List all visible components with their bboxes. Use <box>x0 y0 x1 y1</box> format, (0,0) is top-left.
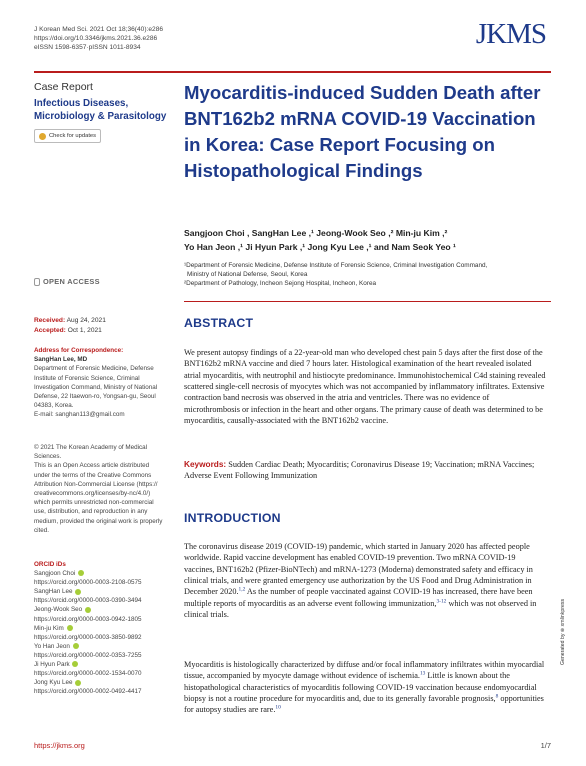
correspondence-name: SangHan Lee, MD <box>34 356 88 364</box>
correspondence-heading: Address for Correspondence: <box>34 347 124 354</box>
orcid-link[interactable]: https://orcid.org/0000-0003-2108-0575 <box>34 579 142 587</box>
keywords <box>184 459 546 482</box>
orcid-name: Sangjoon Choi <box>34 570 76 578</box>
intro-paragraph-2 <box>184 659 546 716</box>
copy-line: Sciences. <box>34 453 62 461</box>
orcid-entry <box>34 605 174 614</box>
abstract-heading: ABSTRACT <box>184 316 254 330</box>
orcid-entry <box>34 678 174 687</box>
corr-line: Investigation Command, Ministry of National <box>34 383 158 391</box>
orcid-entry <box>34 569 174 578</box>
citation-ref[interactable]: 10 <box>275 704 281 711</box>
accepted-value: Oct 1, 2021 <box>67 327 102 334</box>
journal-url-link[interactable]: https://jkms.org <box>34 741 85 750</box>
copy-line: medium, provided the original work is properly <box>34 517 163 525</box>
affiliation: Ministry of National Defense, Seoul, Korea <box>187 270 308 278</box>
authors-line: Yo Han Jeon ,¹ Ji Hyun Park ,¹ Jong Kyu Lee ,¹ and Nam Seok Yeo ¹ <box>184 242 456 252</box>
citation-ref[interactable]: 8 <box>495 693 499 700</box>
header-divider <box>34 71 551 73</box>
copy-line: cited. <box>34 526 50 534</box>
intro-text: opportunities for autopsy studies are rare. <box>184 694 544 715</box>
issn-line: eISSN 1598-6357·pISSN 1011-8934 <box>34 43 141 51</box>
check-updates-label: Check for updates <box>49 133 97 139</box>
title-divider <box>184 301 551 302</box>
open-access-label: OPEN ACCESS <box>43 277 100 286</box>
orcid-name: Min-ju Kim <box>34 624 64 632</box>
doi-link[interactable]: https://doi.org/10.3346/jkms.2021.36.e286 <box>34 34 158 42</box>
authors-line: Sangjoon Choi , SangHan Lee ,¹ Jeong-Wook Seo ,² Min-ju Kim ,² <box>184 228 448 238</box>
article-type: Case Report <box>34 81 93 93</box>
check-for-updates-button[interactable] <box>34 129 101 143</box>
corr-email[interactable]: E-mail: sanghan113@gmail.com <box>34 411 125 419</box>
orcid-icon <box>73 643 79 649</box>
orcid-name: Ji Hyun Park <box>34 661 70 669</box>
intro-paragraph-1 <box>184 541 546 620</box>
orcid-icon <box>72 661 78 667</box>
open-lock-icon <box>34 278 40 286</box>
keywords-label: Keywords: <box>184 460 227 469</box>
orcid-name: Yo Han Jeon <box>34 642 70 650</box>
correspondence-block <box>34 346 174 420</box>
generator-badge: Generated by ⊛ xmlinkpress <box>560 598 566 665</box>
citation-block <box>34 26 163 52</box>
orcid-entry <box>34 642 174 651</box>
orcid-link[interactable]: https://orcid.org/0000-0003-3850-9892 <box>34 633 142 641</box>
intro-text: which was not observed in clinical trials. <box>184 598 537 620</box>
corr-line: Department of Forensic Medicine, Defense <box>34 365 154 373</box>
copy-line: creativecommons.org/licenses/by-nc/4.0/) <box>34 490 151 498</box>
copyright-block <box>34 443 174 535</box>
category-line: Infectious Diseases, <box>34 98 129 109</box>
introduction-heading: INTRODUCTION <box>184 511 281 525</box>
abstract-text: We present autopsy findings of a 22-year-old man who developed chest pain 5 days after the first dose of the BNT162b2 mRNA vaccine and died 7 hours later. Histological examination of the heart revealed isolated atrial myocarditis, with neutrophil and histiocyte predominance. Immunohistochemical C4d staining revealed scattered single-cell necrosis of myocytes which was not accompanied by inflammatory infiltrates. Extensive contraction band necrosis was observed in the atria and ventricles. There was no evidence of microthrombosis or infection in the heart and other organs. The primary cause of death was determined to be myocarditis, causally-associated with the BNT162b2 vaccine. <box>184 348 546 426</box>
affiliation: ¹Department of Forensic Medicine, Defense Institute of Forensic Science, Criminal Investigation Command, <box>184 262 488 269</box>
corr-line: 04383, Korea. <box>34 402 74 410</box>
citation-line: J Korean Med Sci. 2021 Oct 18;36(40):e286 <box>34 26 164 33</box>
intro-text: Myocarditis is histologically characterized by diffuse and/or focal inflammatory infiltrates within myocardial tissue, accompanied by myocyte damage without evidence of ischemia. <box>184 660 545 681</box>
orcid-link[interactable]: https://orcid.org/0000-0003-0942-1805 <box>34 615 142 623</box>
orcid-icon <box>75 680 81 686</box>
copy-line: Attribution Non-Commercial License (https:// <box>34 480 158 488</box>
orcid-icon <box>85 607 91 613</box>
page-number: 1/7 <box>540 741 551 750</box>
copy-line: under the terms of the Creative Commons <box>34 471 152 479</box>
corr-line: Institute of Forensic Science, Criminal <box>34 374 140 382</box>
check-updates-icon <box>39 133 46 140</box>
article-title: Myocarditis-induced Sudden Death after BNT162b2 mRNA COVID-19 Vaccination in Korea: Case Report Focusing on Histopathological Findings <box>184 82 541 181</box>
orcid-link[interactable]: https://orcid.org/0000-0002-0492-4417 <box>34 688 142 696</box>
journal-logo[interactable]: JKMS <box>475 18 546 50</box>
article-dates <box>34 316 174 336</box>
copy-line: which permits unrestricted non-commercial <box>34 499 154 507</box>
citation-ref[interactable]: 13 <box>419 670 426 677</box>
author-list <box>184 226 544 254</box>
orcid-entry <box>34 660 174 669</box>
orcid-icon <box>78 570 84 576</box>
affiliations <box>184 262 544 288</box>
intro-text: The coronavirus disease 2019 (COVID-19) pandemic, which started in January 2020 has affected people worldwide. Rapid vaccine development has enabled COVID-19 prevention. Two mRNA COVID-19 vaccines, BNT162b2 (Pfizer-BioNTech) and mRNA-1273 (Moderna) demonstrated safety and efficacy in clinical trials, and were granted emergency use authorization by the US Food and Drug Administration in December 2020. <box>184 542 533 597</box>
article-category <box>34 97 174 123</box>
orcid-link[interactable]: https://orcid.org/0000-0002-1534-0070 <box>34 670 142 678</box>
copy-line: This is an Open Access article distributed <box>34 462 150 470</box>
received-date <box>34 316 174 326</box>
category-line: Microbiology & Parasitology <box>34 111 167 122</box>
affiliation: ²Department of Pathology, Incheon Sejong Hospital, Incheon, Korea <box>184 279 377 287</box>
intro-text: Little is known about the histopathological characteristics of myocarditis following COVID-19 vaccination because endomyocardial biopsy is not a routine procedure for myocarditis and, due to its generally favorable prognosis, <box>184 671 537 704</box>
citation-ref[interactable]: 1,2 <box>238 586 246 593</box>
corr-line: Defense, 22 Itaewon-ro, Yongsan-gu, Seoul <box>34 393 156 401</box>
keywords-text: Sudden Cardiac Death; Myocarditis; Coronavirus Disease 19; Vaccination; mRNA Vaccines; Adverse Event Following Immunization <box>184 460 535 481</box>
accepted-date <box>34 326 174 336</box>
received-value: Aug 24, 2021 <box>66 317 106 324</box>
received-label: Received: <box>34 317 66 324</box>
accepted-label: Accepted: <box>34 327 66 334</box>
orcid-link[interactable]: https://orcid.org/0000-0002-0353-7255 <box>34 651 142 659</box>
orcid-name: Jong Kyu Lee <box>34 679 73 687</box>
copy-line: © 2021 The Korean Academy of Medical <box>34 444 148 451</box>
orcid-link[interactable]: https://orcid.org/0000-0003-0390-3494 <box>34 597 142 605</box>
orcid-entry <box>34 587 174 596</box>
open-access-badge <box>34 277 174 286</box>
orcid-block <box>34 560 174 696</box>
orcid-icon <box>67 625 73 631</box>
intro-text: As the number of people vaccinated against COVID-19 has increased, there have been multiple reports of myocarditis as an adverse event following immunization, <box>184 587 533 608</box>
orcid-entry <box>34 624 174 633</box>
orcid-heading: ORCID iDs <box>34 561 66 568</box>
citation-ref[interactable]: 3-12 <box>436 597 447 604</box>
orcid-icon <box>75 589 81 595</box>
copy-line: use, distribution, and reproduction in any <box>34 508 148 516</box>
orcid-name: Jeong-Wook Seo <box>34 606 83 614</box>
orcid-name: SangHan Lee <box>34 588 73 596</box>
